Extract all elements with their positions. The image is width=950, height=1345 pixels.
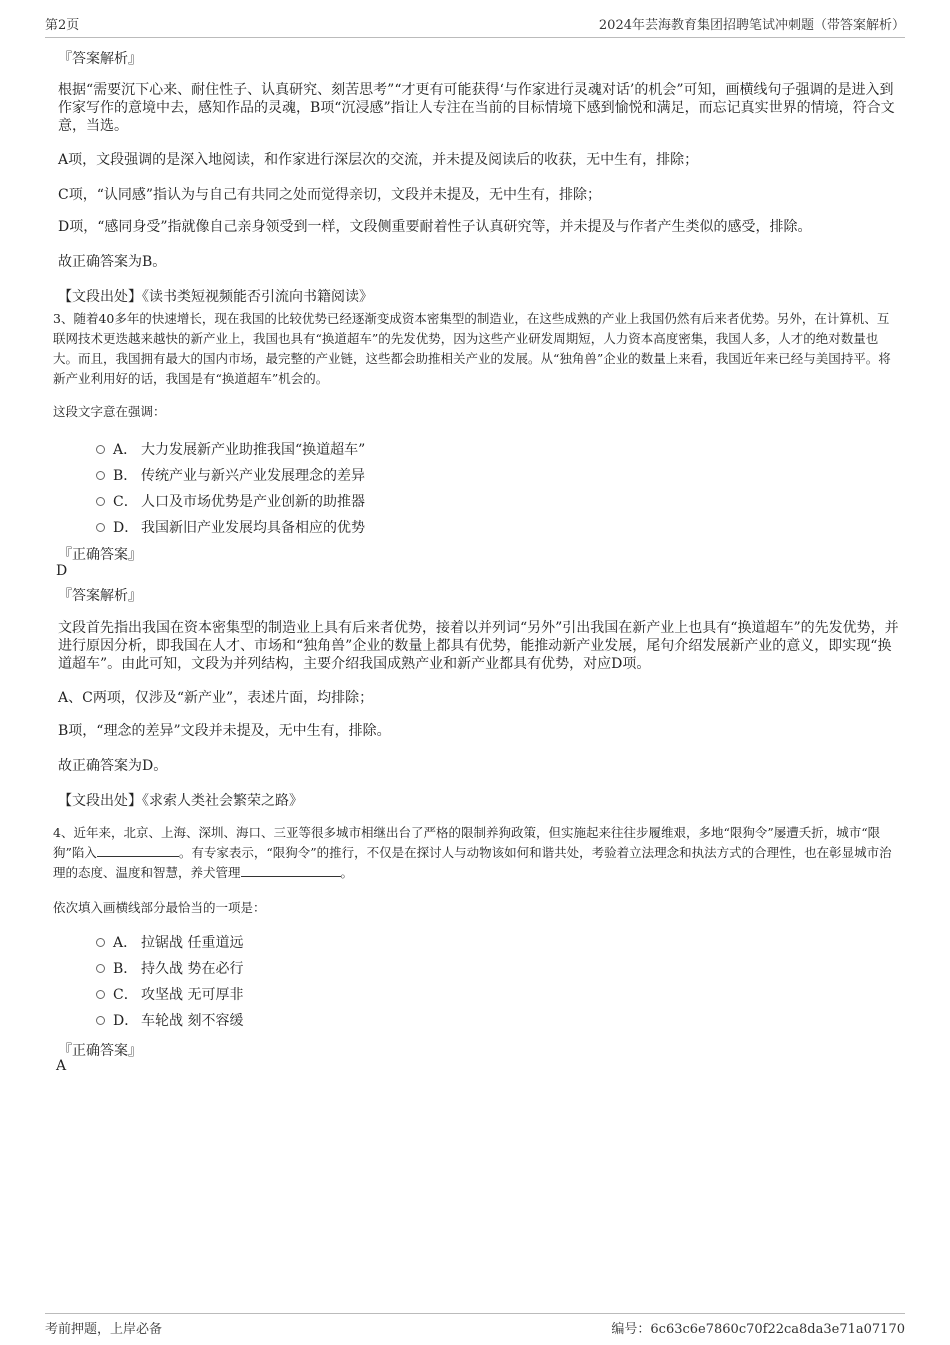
q2-analysis-p2: A项，文段强调的是深入地阅读，和作家进行深层次的交流，并未提及阅读后的收获，无中生有，排除； bbox=[58, 152, 699, 168]
q3-source: 【文段出处】《求索人类社会繁荣之路》 bbox=[58, 793, 303, 809]
q4-answer-label: 『正确答案』 bbox=[58, 1043, 142, 1059]
q2-conclusion: 故正确答案为B。 bbox=[58, 254, 167, 270]
q3-option-b[interactable]: B． 传统产业与新兴产业发展理念的差异 bbox=[96, 462, 365, 488]
q3-option-a[interactable]: A． 大力发展新产业助推我国“换道超车” bbox=[96, 436, 365, 462]
q3-answer-label: 『正确答案』 bbox=[58, 547, 142, 563]
radio-icon[interactable] bbox=[96, 497, 105, 506]
q3-option-d[interactable]: D． 我国新旧产业发展均具备相应的优势 bbox=[96, 514, 365, 540]
q2-analysis-p4: D项，“感同身受”指就像自己亲身领受到一样，文段侧重要耐着性子认真研究等，并未提及与作者产生类似的感受，排除。 bbox=[58, 219, 812, 235]
radio-icon[interactable] bbox=[96, 471, 105, 480]
q3-analysis-label: 『答案解析』 bbox=[58, 588, 142, 604]
q3-stem: 3、随着40多年的快速增长，现在我国的比较优势已经逐渐变成资本密集型的制造业，在这些成熟的产业上我国仍然有后来者优势。另外，在计算机、互联网技术更迭越来越快的新产业上，我国也具有“换道超车”的先发优势，因为这些产业研发周期短，人力资本高度密集，我国人多，人才的绝对数量也大。而且，我国拥有最大的国内市场，最完整的产业链，这些都会助推相关产业的发展。从“独角兽”企业的数量上来看，我国近年来已经与美国持平。将新产业利用好的话，我国是有“换道超车”机会的。 bbox=[53, 311, 891, 386]
q4-option-c[interactable]: C． 攻坚战 无可厚非 bbox=[96, 981, 243, 1007]
q3-answer: D bbox=[56, 563, 68, 579]
q4-options bbox=[96, 929, 243, 1033]
document-id: 编号：6c63c6e7860c70f22ca8da3e71a07170 bbox=[611, 1322, 905, 1337]
page-number: 第2页 bbox=[45, 18, 80, 33]
q2-analysis-p1: 根据“需要沉下心来、耐住性子、认真研究、刻苦思考”“才更有可能获得‘与作家进行灵魂对话’的机会”可知，画横线句子强调的是进入到作家写作的意境中去，感知作品的灵魂，B项“沉浸感”指让人专注在当前的目标情境下感到愉悦和满足，而忘记真实世界的情境，符合文意，当选。 bbox=[58, 82, 895, 134]
q3-option-c[interactable]: C． 人口及市场优势是产业创新的助推器 bbox=[96, 488, 365, 514]
q3-conclusion: 故正确答案为D。 bbox=[58, 758, 168, 774]
q2-analysis-label: 『答案解析』 bbox=[58, 51, 142, 67]
q3-analysis-p3: B项，“理念的差异”文段并未提及，无中生有，排除。 bbox=[58, 723, 391, 739]
radio-icon[interactable] bbox=[96, 523, 105, 532]
q3-analysis-p1: 文段首先指出我国在资本密集型的制造业上具有后来者优势，接着以并列词“另外”引出我国在新产业上也具有“换道超车”的先发优势，并进行原因分析，即我国在人才、市场和“独角兽”企业的数量上都具有优势，能推动新产业发展，尾句介绍发展新产业的意义，即实现“换道超车”。由此可知，文段为并列结构，主要介绍我国成熟产业和新产业都具有优势，对应D项。 bbox=[58, 620, 899, 672]
q4-question: 依次填入画横线部分最恰当的一项是： bbox=[53, 900, 266, 915]
q4-answer: A bbox=[56, 1058, 67, 1074]
q2-source: 【文段出处】《读书类短视频能否引流向书籍阅读》 bbox=[58, 289, 373, 305]
page-footer bbox=[45, 1313, 905, 1337]
q4-stem: 4、近年来，北京、上海、深圳、海口、三亚等很多城市相继出台了严格的限制养狗政策，但实施起来往往步履维艰，多地“限狗令”屡遭夭折，城市“限狗”陷入 。有专家表示，“限狗令”的推行，不仅是在探讨人与动物该如何和谐共处，考验着立法理念和执法方式的合理性，也在彰显城市治理的态度、温度和智慧，养犬管理 。 bbox=[53, 825, 892, 880]
q3-analysis-p2: A、C两项，仅涉及“新产业”，表述片面，均排除； bbox=[58, 690, 374, 706]
radio-icon[interactable] bbox=[96, 990, 105, 999]
q3-options bbox=[96, 436, 365, 540]
footer-slogan: 考前押题，上岸必备 bbox=[45, 1322, 163, 1337]
radio-icon[interactable] bbox=[96, 938, 105, 947]
q4-option-a[interactable]: A． 拉锯战 任重道远 bbox=[96, 929, 243, 955]
q4-option-d[interactable]: D． 车轮战 刻不容缓 bbox=[96, 1007, 243, 1033]
q3-question: 这段文字意在强调： bbox=[53, 404, 166, 419]
radio-icon[interactable] bbox=[96, 1016, 105, 1025]
q4-blank-1 bbox=[97, 844, 179, 857]
q2-analysis-p3: C项，“认同感”指认为与自己有共同之处而觉得亲切，文段并未提及，无中生有，排除； bbox=[58, 187, 602, 203]
radio-icon[interactable] bbox=[96, 445, 105, 454]
page-header bbox=[45, 14, 905, 38]
radio-icon[interactable] bbox=[96, 964, 105, 973]
q4-option-b[interactable]: B． 持久战 势在必行 bbox=[96, 955, 243, 981]
q4-blank-2 bbox=[241, 864, 341, 877]
document-title: 2024年芸海教育集团招聘笔试冲刺题（带答案解析） bbox=[598, 18, 905, 33]
